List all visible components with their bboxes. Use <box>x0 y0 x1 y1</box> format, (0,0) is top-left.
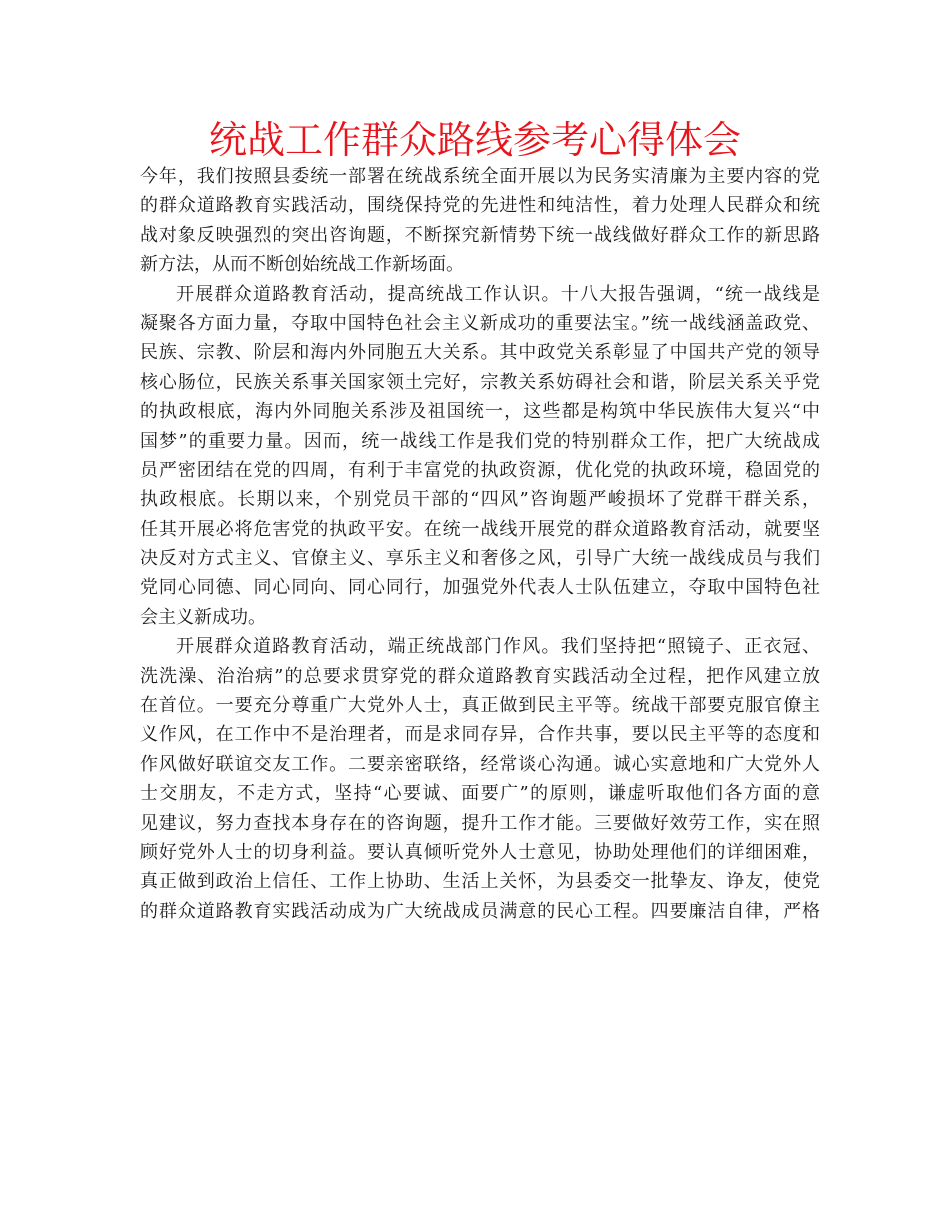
paragraph-3 <box>140 632 820 926</box>
document-title: 统战工作群众路线参考心得体会 <box>208 118 741 162</box>
text-line: 的执政根底，海内外同胞关系涉及祖国统一，这些都是构筑中华民族伟大复兴“中 <box>140 401 820 423</box>
paragraph-2 <box>140 280 820 633</box>
text-line: 国梦”的重要力量。因而，统一战线工作是我们党的特别群众工作，把广大统战成 <box>140 430 820 452</box>
text-line: 作风做好联谊交友工作。二要亲密联络，经常谈心沟通。诚心实意地和广大党外人 <box>140 753 820 775</box>
text-line: 的群众道路教育实践活动成为广大统战成员满意的民心工程。四要廉洁自律，严格 <box>140 900 820 922</box>
document-body <box>140 162 820 926</box>
text-line: 执政根底。长期以来，个别党员干部的“四风”咨询题严峻损坏了党群干群关系， <box>140 489 820 511</box>
text-line: 洗洗澡、治治病”的总要求贯穿党的群众道路教育实践活动全过程，把作风建立放 <box>140 665 820 687</box>
text-line: 在首位。一要充分尊重广大党外人士，真正做到民主平等。统战干部要克服官僚主 <box>140 695 820 717</box>
paragraph-1 <box>140 162 820 280</box>
text-line: 真正做到政治上信任、工作上协助、生活上关怀，为县委交一批挚友、诤友，使党 <box>140 871 820 893</box>
text-line: 顾好党外人士的切身利益。要认真倾听党外人士意见，协助处理他们的详细困难， <box>140 841 820 863</box>
text-line: 民族、宗教、阶层和海内外同胞五大关系。其中政党关系彰显了中国共产党的领导 <box>140 342 820 364</box>
text-line: 战对象反映强烈的突出咨询题，不断探究新情势下统一战线做好群众工作的新思路 <box>140 224 820 246</box>
text-line: 核心肠位，民族关系事关国家领土完好，宗教关系妨碍社会和谐，阶层关系关乎党 <box>140 371 820 393</box>
text-line: 决反对方式主义、官僚主义、享乐主义和奢侈之风，引导广大统一战线成员与我们 <box>140 548 820 570</box>
text-line: 任其开展必将危害党的执政平安。在统一战线开展党的群众道路教育活动，就要坚 <box>140 518 820 540</box>
text-line: 开展群众道路教育活动，端正统战部门作风。我们坚持把“照镜子、正衣冠、 <box>176 636 820 658</box>
text-line: 会主义新成功。 <box>140 606 266 628</box>
text-line: 党同心同德、同心同向、同心同行，加强党外代表人士队伍建立，夺取中国特色社 <box>140 577 820 599</box>
text-line: 凝聚各方面力量，夺取中国特色社会主义新成功的重要法宝。”统一战线涵盖政党、 <box>140 312 820 334</box>
text-line: 士交朋友，不走方式，坚持“心要诚、面要广”的原则，谦虚听取他们各方面的意 <box>140 783 820 805</box>
text-line: 义作风，在工作中不是治理者，而是求同存异，合作共事，要以民主平等的态度和 <box>140 724 820 746</box>
text-line: 新方法，从而不断创始统战工作新场面。 <box>140 254 464 276</box>
text-line: 见建议，努力查找本身存在的咨询题，提升工作才能。三要做好效劳工作，实在照 <box>140 812 820 834</box>
text-line: 今年，我们按照县委统一部署在统战系统全面开展以为民务实清廉为主要内容的党 <box>140 166 820 187</box>
text-line: 员严密团结在党的四周，有利于丰富党的执政资源，优化党的执政环境，稳固党的 <box>140 459 820 481</box>
text-line: 开展群众道路教育活动，提高统战工作认识。十八大报告强调，“统一战线是 <box>176 283 820 305</box>
text-line: 的群众道路教育实践活动，围绕保持党的先进性和纯洁性，着力处理人民群众和统 <box>140 195 820 217</box>
